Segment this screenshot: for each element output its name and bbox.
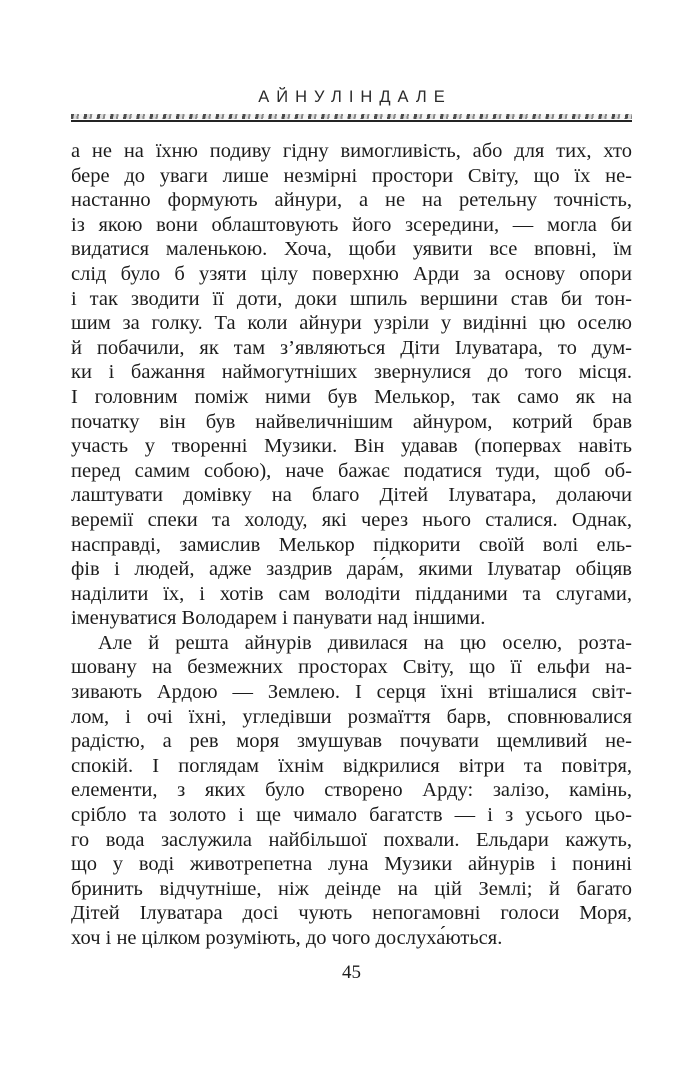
text-line: початку він був найвеличнішим айнуром, котрий брав bbox=[71, 410, 632, 433]
chapter-title: АЙНУЛІНДАЛЕ bbox=[258, 88, 452, 106]
text-line: й побачили, як там з’являються Діти Ілуватара, то дум- bbox=[71, 336, 632, 359]
text-line: Але й решта айнурів дивилася на цю оселю, розта- bbox=[98, 631, 632, 654]
body-text bbox=[71, 139, 632, 951]
page-number: 45 bbox=[342, 962, 361, 983]
text-line: що у воді животрепетна луна Музики айнурів і понині bbox=[71, 853, 632, 876]
text-line: настанно формують айнури, а не на ретельну точність, bbox=[71, 189, 632, 212]
text-line: зивають Ардою — Землею. І серця їхні втішалися світ- bbox=[71, 681, 632, 704]
text-line: і так зводити її доти, доки шпиль вершини став би тон- bbox=[71, 287, 632, 310]
text-line: Дітей Ілуватара досі чують непогамовні голоси Моря, bbox=[71, 902, 632, 925]
text-line: срібло та золото і ще чимало багатств — і з усього цьо- bbox=[71, 804, 632, 827]
text-line: го вода заслужила найбільшої похвали. Ельдари кажуть, bbox=[71, 828, 632, 851]
text-line: І головним поміж ними був Мелькор, так само як на bbox=[71, 385, 632, 408]
text-line: іменуватися Володарем і панувати над іншими. bbox=[71, 607, 486, 630]
text-line: насправді, замислив Мелькор підкорити своїй волі ель- bbox=[71, 533, 632, 556]
text-line: фів і людей, адже заздрив дара́м, якими Ілуватар обіцяв bbox=[71, 558, 632, 581]
paragraph bbox=[71, 631, 632, 951]
text-line: елементи, з яких було створено Арду: залізо, камінь, bbox=[71, 779, 632, 802]
text-line: видатися маленькою. Хоча, щоби уявити все вповні, їм bbox=[71, 238, 632, 261]
text-line: участь у творенні Музики. Він удавав (попервах навіть bbox=[71, 435, 632, 458]
text-line: шовану на безмежних просторах Світу, що її ельфи на- bbox=[71, 656, 632, 679]
text-line: лаштувати домівку на благо Дітей Ілуватара, долаючи bbox=[71, 484, 632, 507]
ornament-rule bbox=[71, 114, 632, 122]
text-line: бринить відчутніше, ніж деінде на цій Землі; й багато bbox=[71, 877, 632, 900]
text-line: а не на їхню подиву гідну вимогливість, або для тих, хто bbox=[71, 140, 632, 162]
text-line: бере до уваги лише незмірні простори Світу, що їх не- bbox=[71, 164, 632, 187]
text-line: ки і бажання наймогутніших звернулися до того місця. bbox=[71, 361, 632, 384]
text-line: шим за голку. Та коли айнури узріли у видінні цю оселю bbox=[71, 312, 632, 335]
text-line: слід було б узяти цілу поверхню Арди за основу опори bbox=[71, 262, 632, 285]
text-line: веремії спеки та холоду, які через нього сталися. Однак, bbox=[71, 508, 632, 531]
text-line: радістю, а рев моря змушував почувати щемливий не- bbox=[71, 730, 632, 753]
text-line: перед самим собою), наче бажає податися туди, щоб об- bbox=[71, 459, 632, 482]
text-line: лом, і очі їхні, угледівши розмаїття барв, сповнювалися bbox=[71, 705, 632, 728]
text-line: із якою вони облаштовують його зсередини, — могла би bbox=[71, 213, 632, 236]
text-line: хоч і не цілком розуміють, до чого дослуха́ються. bbox=[71, 927, 503, 949]
text-line: спокій. І поглядам їхнім відкрилися вітри та повітря, bbox=[71, 754, 632, 777]
paragraph bbox=[71, 139, 632, 631]
text-line: наділити їх, і хотів сам володіти підданими та слугами, bbox=[71, 582, 632, 605]
